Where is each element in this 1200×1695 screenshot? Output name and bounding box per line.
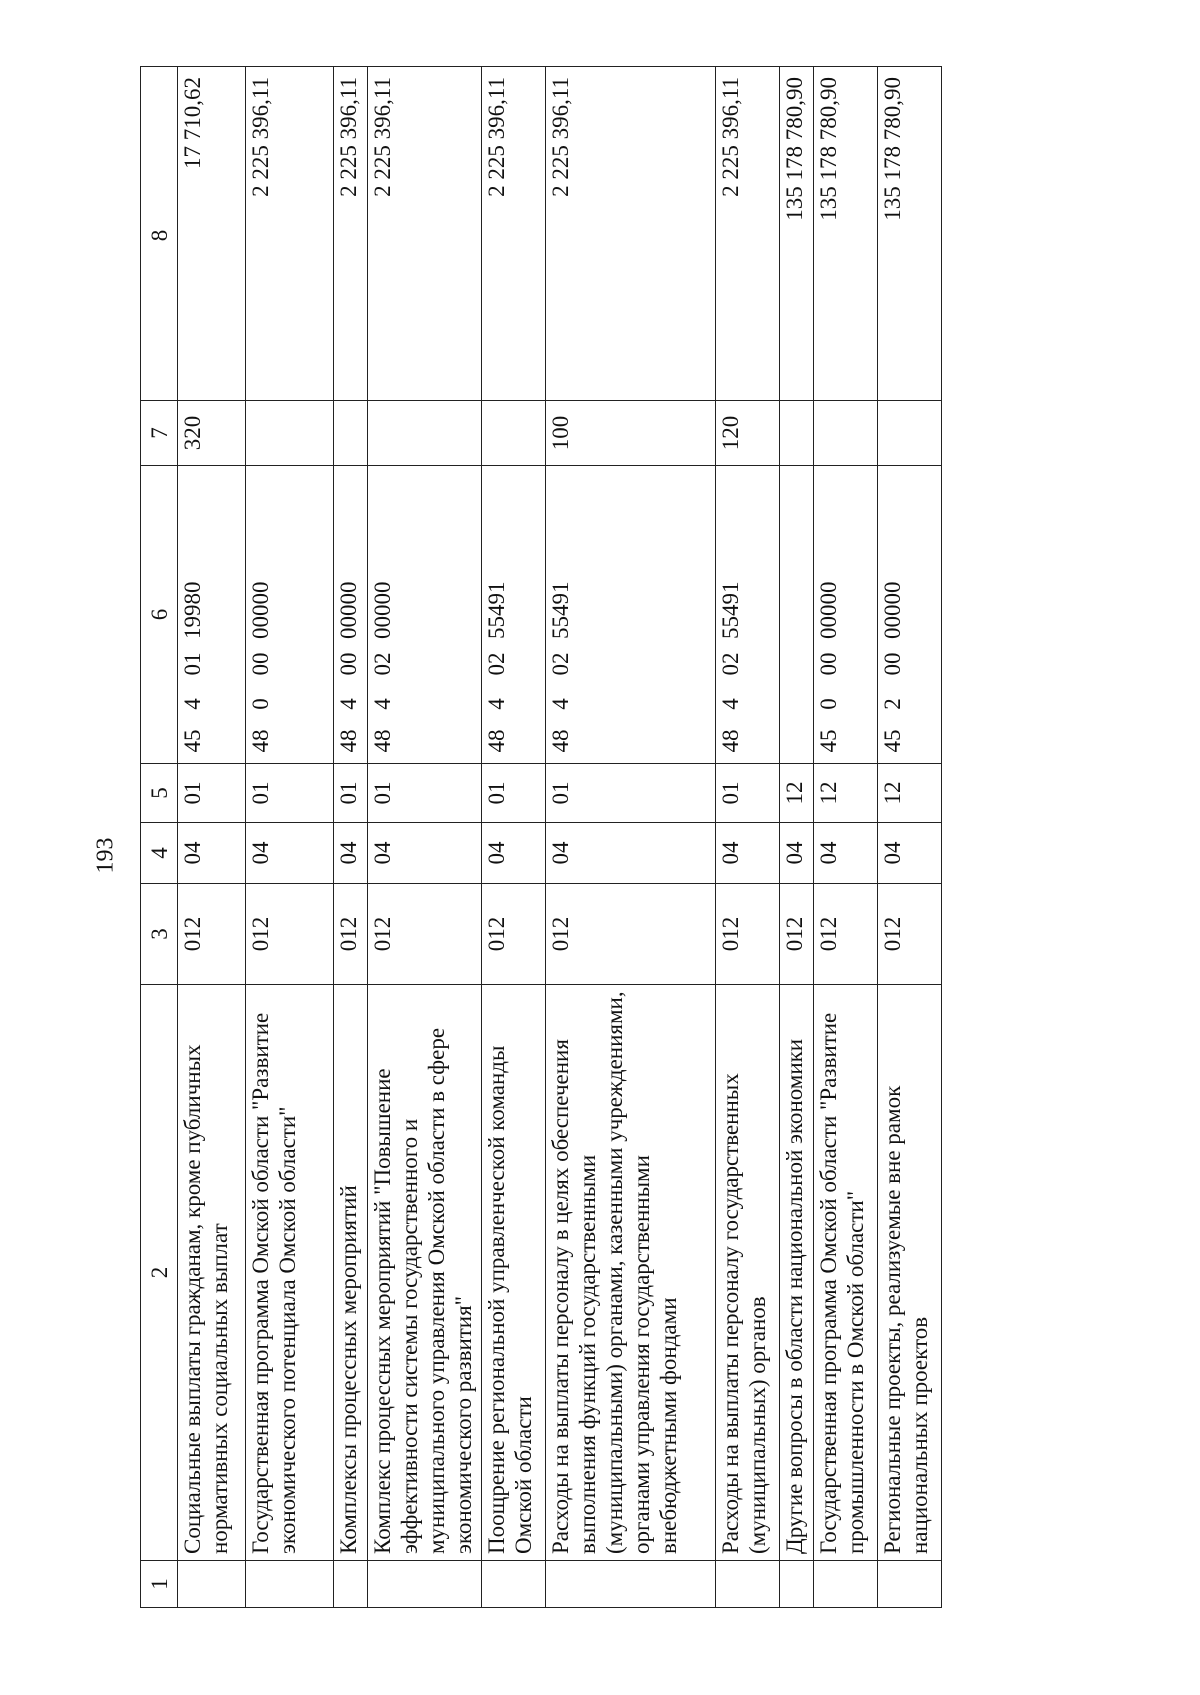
target-article-cell <box>246 466 334 764</box>
target-article-part: 48 <box>548 729 573 753</box>
expense-type-cell <box>334 401 368 466</box>
amount-cell: 17 710,62 <box>178 67 246 401</box>
target-article-cell <box>334 466 368 764</box>
target-article-part: 4 <box>336 698 361 710</box>
col-header-8: 8 <box>141 67 178 401</box>
ministry-code-cell: 012 <box>368 884 482 985</box>
target-article-part: 4 <box>718 698 743 710</box>
target-article-part <box>247 466 274 589</box>
amount-cell: 2 225 396,11 <box>482 67 546 401</box>
section-code-cell: 04 <box>814 823 878 884</box>
subsection-code-cell: 01 <box>716 764 780 823</box>
ministry-code-cell: 012 <box>178 884 246 985</box>
section-code-cell: 04 <box>368 823 482 884</box>
target-article-cell <box>482 466 546 764</box>
target-article-part <box>335 466 362 589</box>
row-number-cell <box>368 1561 482 1608</box>
target-article-code <box>247 466 274 763</box>
target-article-part: 02 <box>370 652 395 676</box>
section-code-cell: 04 <box>780 823 814 884</box>
target-article-part <box>879 466 906 589</box>
table-row <box>716 67 780 1608</box>
target-article-part: 55491 <box>718 581 743 639</box>
target-article-part: 4 <box>548 698 573 710</box>
target-article-part: 0 <box>248 698 273 710</box>
table-row <box>246 67 334 1608</box>
target-article-cell <box>814 466 878 764</box>
target-article-part: 4 <box>484 698 509 710</box>
target-article-cell <box>546 466 716 764</box>
ministry-code-cell: 012 <box>482 884 546 985</box>
target-article-part: 48 <box>248 729 273 753</box>
row-number-cell <box>780 1561 814 1608</box>
row-name-cell: Комплексы процессных мероприятий <box>334 985 368 1561</box>
amount-cell: 2 225 396,11 <box>246 67 334 401</box>
table-row <box>178 67 246 1608</box>
expense-type-cell: 320 <box>178 401 246 466</box>
table-row <box>334 67 368 1608</box>
expense-type-cell <box>246 401 334 466</box>
section-code-cell: 04 <box>246 823 334 884</box>
target-article-part: 55491 <box>484 581 509 639</box>
target-article-code <box>879 466 906 763</box>
row-number-cell <box>878 1561 942 1608</box>
subsection-code-cell: 12 <box>780 764 814 823</box>
amount-cell: 2 225 396,11 <box>546 67 716 401</box>
target-article-part: 02 <box>548 652 573 676</box>
row-name-cell: Государственная программа Омской области "Развитие промышленности в Омской области" <box>814 985 878 1561</box>
table-row <box>780 67 814 1608</box>
target-article-part: 00000 <box>370 581 395 639</box>
table-row <box>878 67 942 1608</box>
row-number-cell <box>814 1561 878 1608</box>
target-article-part: 45 <box>180 729 205 753</box>
expense-type-cell <box>482 401 546 466</box>
row-number-cell <box>246 1561 334 1608</box>
target-article-code <box>179 466 206 763</box>
subsection-code-cell: 12 <box>814 764 878 823</box>
row-number-cell <box>482 1561 546 1608</box>
target-article-part: 45 <box>880 729 905 753</box>
table-row <box>482 67 546 1608</box>
col-header-2: 2 <box>141 985 178 1561</box>
page-number <box>86 835 126 875</box>
target-article-code <box>717 466 744 763</box>
target-article-part: 2 <box>880 698 905 710</box>
target-article-part <box>483 466 510 589</box>
col-header-6: 6 <box>141 466 178 764</box>
target-article-code <box>547 466 574 763</box>
row-number-cell <box>178 1561 246 1608</box>
target-article-part: 48 <box>336 729 361 753</box>
target-article-part: 00 <box>336 652 361 676</box>
target-article-part <box>815 466 842 589</box>
target-article-code <box>335 466 362 763</box>
target-article-part: 00000 <box>816 581 841 639</box>
subsection-code-cell: 01 <box>178 764 246 823</box>
row-name-cell: Поощрение региональной управленческой команды Омской области <box>482 985 546 1561</box>
subsection-code-cell: 01 <box>368 764 482 823</box>
row-name-cell: Государственная программа Омской области "Развитие экономического потенциала Омской области" <box>246 985 334 1561</box>
subsection-code-cell: 01 <box>482 764 546 823</box>
col-header-4: 4 <box>141 823 178 884</box>
table-row <box>814 67 878 1608</box>
row-name-cell: Комплекс процессных мероприятий "Повышение эффективности системы государственного и муниципального управления Омской области в сфере экономического развития" <box>368 985 482 1561</box>
expense-type-cell: 100 <box>546 401 716 466</box>
target-article-code <box>815 466 842 763</box>
target-article-code <box>483 466 510 763</box>
target-article-part: 4 <box>370 698 395 710</box>
subsection-code-cell: 01 <box>246 764 334 823</box>
target-article-cell <box>178 466 246 764</box>
amount-cell: 135 178 780,90 <box>780 67 814 401</box>
page-number-text: 193 <box>92 837 119 873</box>
col-header-7: 7 <box>141 401 178 466</box>
section-code-cell: 04 <box>716 823 780 884</box>
amount-cell: 2 225 396,11 <box>334 67 368 401</box>
expense-type-cell <box>780 401 814 466</box>
amount-cell: 135 178 780,90 <box>814 67 878 401</box>
target-article-part: 00000 <box>248 581 273 639</box>
section-code-cell: 04 <box>878 823 942 884</box>
target-article-part: 02 <box>718 652 743 676</box>
row-number-cell <box>334 1561 368 1608</box>
target-article-part <box>547 466 574 589</box>
budget-table-container <box>140 66 1060 1608</box>
col-header-3: 3 <box>141 884 178 985</box>
col-header-5: 5 <box>141 764 178 823</box>
target-article-part <box>717 466 744 589</box>
target-article-part: 48 <box>718 729 743 753</box>
rotated-table-layer <box>140 66 1060 1608</box>
row-number-cell <box>716 1561 780 1608</box>
ministry-code-cell: 012 <box>780 884 814 985</box>
subsection-code-cell: 12 <box>878 764 942 823</box>
subsection-code-cell: 01 <box>546 764 716 823</box>
row-name-cell: Другие вопросы в области национальной экономики <box>780 985 814 1561</box>
target-article-part <box>369 466 396 589</box>
target-article-part: 45 <box>816 729 841 753</box>
target-article-part: 00000 <box>336 581 361 639</box>
table-row <box>368 67 482 1608</box>
col-header-1: 1 <box>141 1561 178 1608</box>
target-article-part: 00000 <box>880 581 905 639</box>
budget-table <box>140 66 942 1608</box>
target-article-part: 00 <box>816 652 841 676</box>
target-article-cell <box>878 466 942 764</box>
subsection-code-cell: 01 <box>334 764 368 823</box>
ministry-code-cell: 012 <box>246 884 334 985</box>
ministry-code-cell: 012 <box>716 884 780 985</box>
table-row <box>546 67 716 1608</box>
column-number-row <box>141 67 178 1608</box>
target-article-part: 48 <box>370 729 395 753</box>
amount-cell: 135 178 780,90 <box>878 67 942 401</box>
target-article-cell <box>368 466 482 764</box>
section-code-cell: 04 <box>546 823 716 884</box>
ministry-code-cell: 012 <box>546 884 716 985</box>
section-code-cell: 04 <box>178 823 246 884</box>
target-article-part: 0 <box>816 698 841 710</box>
target-article-part: 4 <box>180 698 205 710</box>
ministry-code-cell: 012 <box>334 884 368 985</box>
target-article-part <box>179 466 206 589</box>
table-body <box>178 67 942 1608</box>
target-article-part: 00 <box>880 652 905 676</box>
ministry-code-cell: 012 <box>878 884 942 985</box>
amount-cell: 2 225 396,11 <box>716 67 780 401</box>
target-article-cell <box>716 466 780 764</box>
target-article-part: 55491 <box>548 581 573 639</box>
row-name-cell: Расходы на выплаты персоналу государственных (муниципальных) органов <box>716 985 780 1561</box>
row-name-cell: Расходы на выплаты персоналу в целях обеспечения выполнения функций государственными (муниципальными) органами, казенными учреждениями, органами управления государственными внебюджетными фондами <box>546 985 716 1561</box>
target-article-part: 48 <box>484 729 509 753</box>
row-name-cell: Региональные проекты, реализуемые вне рамок национальных проектов <box>878 985 942 1561</box>
target-article-code <box>369 466 396 763</box>
target-article-part: 01 <box>180 652 205 676</box>
target-article-part: 02 <box>484 652 509 676</box>
row-name-cell: Социальные выплаты гражданам, кроме публичных нормативных социальных выплат <box>178 985 246 1561</box>
section-code-cell: 04 <box>334 823 368 884</box>
expense-type-cell <box>814 401 878 466</box>
ministry-code-cell: 012 <box>814 884 878 985</box>
expense-type-cell: 120 <box>716 401 780 466</box>
target-article-cell <box>780 466 814 764</box>
target-article-part: 19980 <box>180 581 205 639</box>
expense-type-cell <box>878 401 942 466</box>
amount-cell: 2 225 396,11 <box>368 67 482 401</box>
row-number-cell <box>546 1561 716 1608</box>
expense-type-cell <box>368 401 482 466</box>
target-article-part: 00 <box>248 652 273 676</box>
section-code-cell: 04 <box>482 823 546 884</box>
